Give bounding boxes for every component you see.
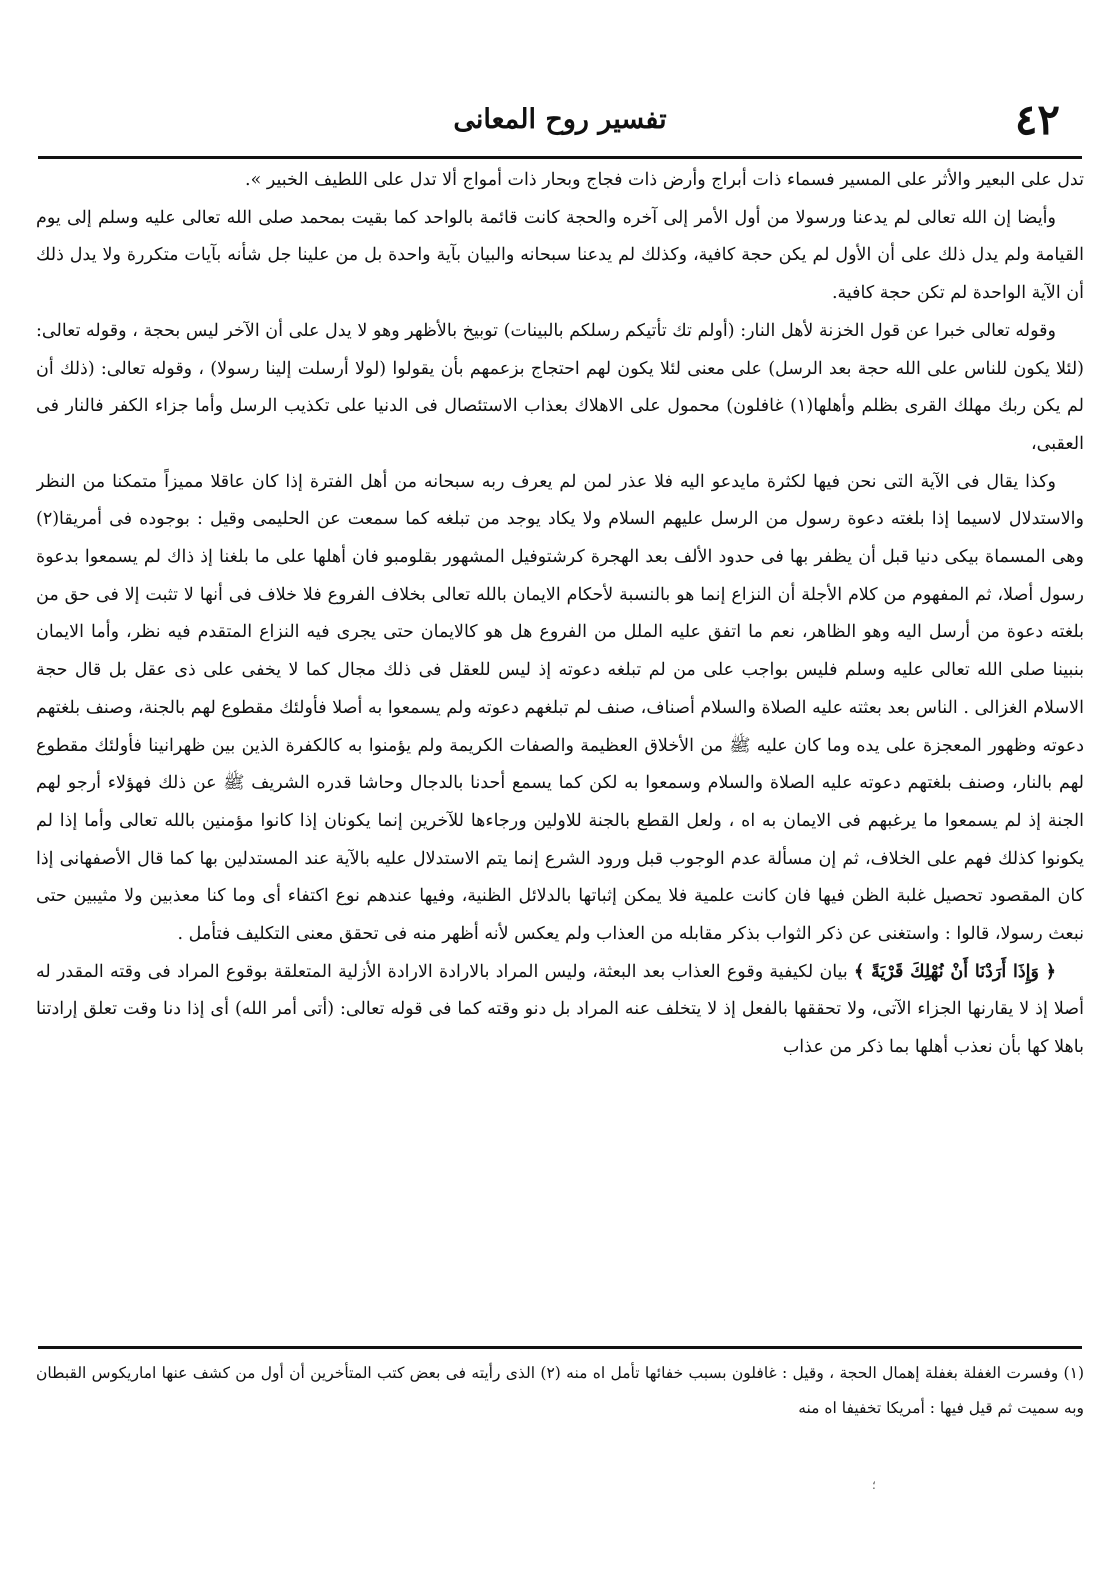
paragraph-5-text: بيان لكيفية وقوع العذاب بعد البعثة، وليس المراد بالارادة الارادة الأزلية المتعلقة بوقوع المراد فى وقته المقدر له أصلا إذ لا يقارنها الجزاء الآتى، ولا تحققها بالفعل إذ لا يتخلف عنه المراد بل دنو وقته كما فى قوله تعالى: (أتى أمر الله) أى إذا دنا وقت تعلق إرادتنا باهلا كها بأن نعذب أهلها بما ذكر من عذاب [36,961,1084,1058]
paragraph-4: وكذا يقال فى الآية التى نحن فيها لكثرة مايدعو اليه فلا عذر لمن لم يعرف ربه سبحانه من أهل الفترة إذا كان عاقلا مميزاً متمكنا من النظر والاستدلال لاسيما إذا بلغته دعوة رسول من الرسل عليهم السلام ولا يكاد يوجد من تبلغه كما سمعت عن الحليمى وقيل : بوجوده فى أمريقا(٢) وهى المسماة بيكى دنيا قبل أن يظفر بها فى حدود الألف بعد الهجرة كرشتوفيل المشهور بقلومبو فان أهلها على ما بلغنا إذ ذاك لم يسمعوا بدعوة رسول أصلا، ثم المفهوم من كلام الأجلة أن النزاع إنما هو بالنسبة لأحكام الايمان بالله تعالى بخلاف الفروع فلا خلاف فى أنها لا تثبت إلا فى حق من بلغته دعوة من أرسل اليه وهو الظاهر، نعم ما اتفق عليه الملل من الفروع هل هو كالايمان حتى يجرى فيه النزاع المتقدم فيه نظر، وأما الايمان بنبينا صلى الله تعالى عليه وسلم فليس بواجب على من لم تبلغه دعوته إذ ليس للعقل فى ذلك مجال كما لا يخفى على ذى عقل بل قال حجة الاسلام الغزالى . الناس بعد بعثته عليه الصلاة والسلام أصناف، صنف لم تبلغهم دعوته ولم يسمعوا به أصلا فأولئك مقطوع لهم بالجنة، وصنف بلغتهم دعوته وظهور المعجزة على يده وما كان عليه ﷺ من الأخلاق العظيمة والصفات الكريمة ولم يؤمنوا به كالكفرة الذين بين ظهرانينا فأولئك مقطوع لهم بالنار، وصنف بلغتهم دعوته عليه الصلاة والسلام وسمعوا به لكن كما يسمع أحدنا بالدجال وحاشا قدره الشريف ﷺ عن ذلك فهؤلاء أرجو لهم الجنة إذ لم يسمعوا ما يرغبهم فى الايمان به اه ، ولعل القطع بالجنة للاولين ورجاءها للآخرين إنما يكونان إذا كانوا مؤمنين بالله تعالى وأما إذا لم يكونوا كذلك فهم على الخلاف، ثم إن مسألة عدم الوجوب قبل ورود الشرع إنما يتم الاستدلال عليه بالآية عند المستدلين بها كما قال الأصفهانى إذا كان المقصود تحصيل غلبة الظن فيها فان كانت علمية فلا يمكن إثباتها بالدلائل الظنية، وفيها عندهم نوع اكتفاء أى وما كنا معذبين ولا مثيبين حتى نبعث رسولا، قالوا : واستغنى عن ذكر الثواب بذكر مقابله من العذاب ولم يعكس لأنه أظهر منه فى تحقق معنى التكليف فتأمل . [36,471,1084,945]
paragraph-3: وقوله تعالى خبرا عن قول الخزنة لأهل النار: (أولم تك تأتيكم رسلكم بالبينات) توبيخ بالأظهر وهو لا يدل على أن الآخر ليس بحجة ، وقوله تعالى: (لئلا يكون للناس على الله حجة بعد الرسل) على معنى لئلا يكون لهم احتجاج بزعمهم بأن يقولوا (لولا أرسلت إلينا رسولا) ، وقوله تعالى: (ذلك أن لم يكن ربك مهلك القرى بظلم وأهلها(١) غافلون) محمول على الاهلاك بعذاب الاستئصال فى الدنيا على تكذيب الرسل وأما جزاء الكفر فالنار فى العقبى، [36,320,1084,454]
page-header [60,88,1060,152]
footnote-text: (١) وفسرت الغفلة بغفلة إهمال الحجة ، وقيل : غافلون بسبب خفائها تأمل اه منه (٢) الذى رأيته فى بعض كتب المتأخرين أن أول من كشف عنها اماريكوس القبطان وبه سميت ثم قيل فيها : أمريكا تخفيفا اه منه [36,1364,1084,1417]
paragraph-2: وأيضا إن الله تعالى لم يدعنا ورسولا من أول الأمر إلى آخره والحجة كانت قائمة بالواحد كما بقيت بمحمد صلى الله تعالى عليه وسلم إلى يوم القيامة ولم يدل ذلك على أن الأول لم يكن حجة كافية، وكذلك لم يدعنا سبحانه والبيان بآية واحدة بل من علينا جل شأنه بآيات متكررة ولا يدل ذلك أن الآية الواحدة لم تكن حجة كافية. [36,207,1084,304]
paragraph-1: تدل على البعير والأثر على المسير فسماء ذات أبراج وأرض ذات فجاج وبحار ذات أمواج ألا تدل على اللطيف الخبير ». [245,170,1084,190]
header-rule [38,156,1082,159]
stray-mark: ؛ [872,1478,876,1492]
paragraph-5 [36,954,1084,1067]
footnote-rule [38,1346,1082,1349]
quran-verse: ﴿ وَإِذَا أَرَدْنَا أَنْ نُهْلِكَ قَرْيَةً ﴾ [854,961,1056,982]
main-text [36,162,1084,1330]
page-number: ٤٢ [1014,95,1060,144]
footnotes [36,1356,1084,1426]
running-title: تفسير روح المعانى [453,104,667,135]
